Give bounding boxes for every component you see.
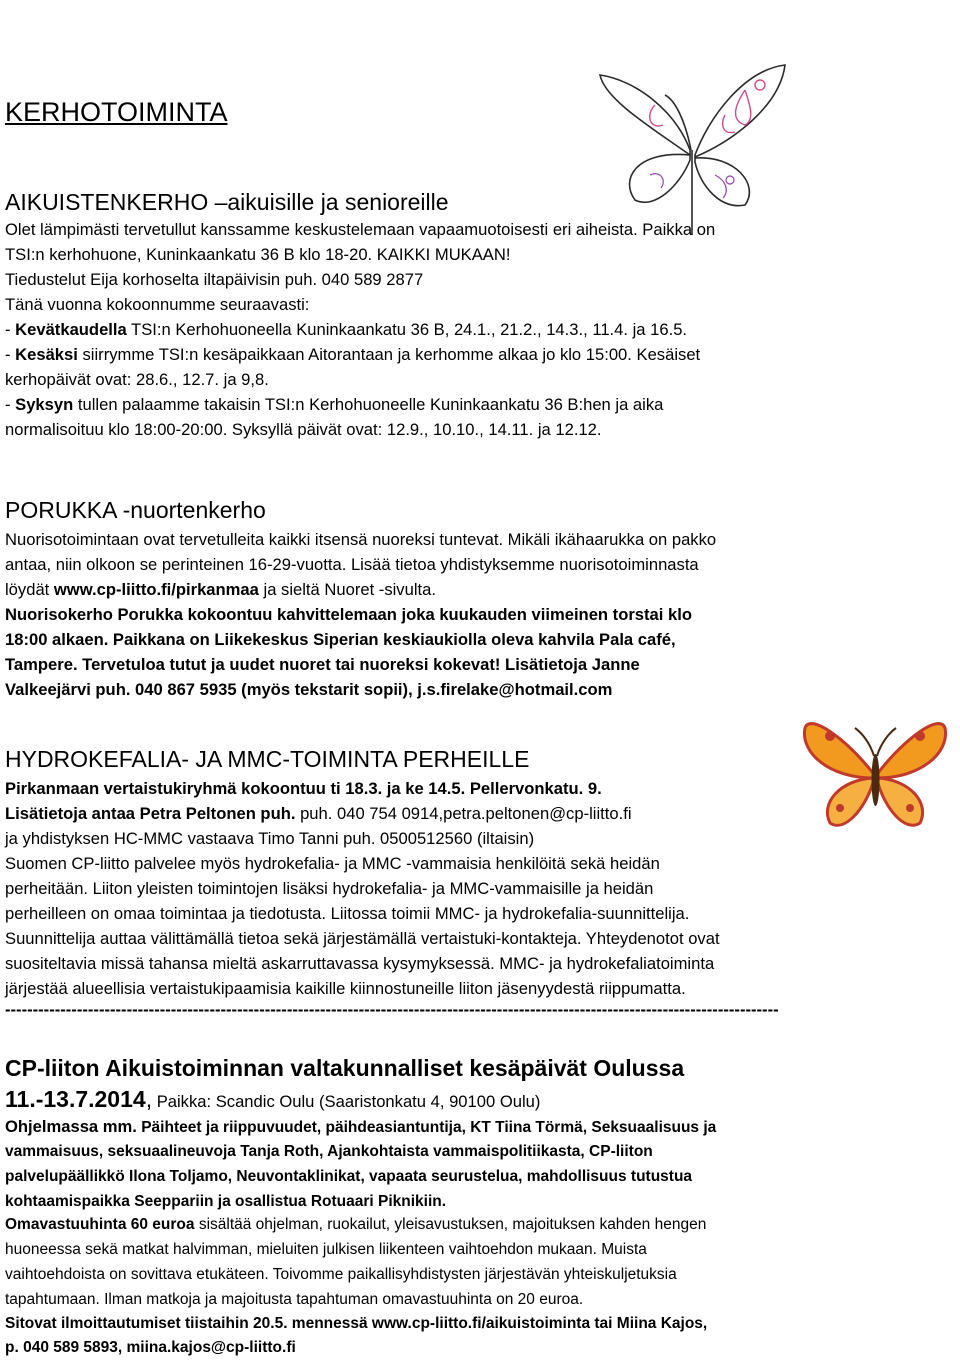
hydro-line: Suunnittelija auttaa välittämällä tietoa sekä järjestämällä vertaistuki-kontakteja. Yhteydenotot ovat [5, 929, 720, 948]
registration-line: Sitovat ilmoittautumiset tiistaihin 20.5. mennessä www.cp-liitto.fi/aikuistoiminta tai Miina Kajos, [5, 1315, 708, 1332]
porukka-bold-line: Tampere. Tervetuloa tutut ja uudet nuoret tai nuoreksi kokevat! Lisätietoja Janne [5, 655, 640, 674]
price-line: tapahtumaan. Ilman matkoja ja majoitusta tapahtuman omavastuuhinta on 20 euroa. [5, 1291, 584, 1308]
porukka-bold-line: Valkeejärvi puh. 040 867 5935 (myös tekstarit sopii), j.s.firelake@hotmail.com [5, 680, 613, 699]
aikuisten-heading: AIKUISTENKERHO –aikuisille ja senioreille [5, 189, 449, 215]
porukka-bold-line: Nuorisokerho Porukka kokoontuu kahvittelemaan joka kuukauden viimeinen torstai klo [5, 605, 692, 624]
butterfly-orange-illustration [800, 708, 950, 838]
spring-schedule: - Kevätkaudella TSI:n Kerhohuoneella Kuninkaankatu 36 B, 24.1., 21.2., 14.3., 11.4. ja 16.5. [5, 320, 688, 339]
hydro-line: järjestää alueellisia vertaistukipaamisia kaikille kiinnostuneille liiton jäsenyydestä riippumatta. [5, 979, 686, 998]
aikuisten-line: Olet lämpimästi tervetullut kanssamme keskustelemaan vapaamuotoisesti eri aiheista. Paikka on [5, 220, 716, 239]
program-line: palvelupäällikkö Ilona Toljamo, Neuvontaklinikat, vapaata seurustelua, mahdollisuus tutustua [5, 1168, 693, 1185]
registration-contact: p. 040 589 5893, miina.kajos@cp-liitto.fi [5, 1339, 296, 1356]
hydro-line: Suomen CP-liitto palvelee myös hydrokefalia- ja MMC -vammaisia henkilöitä sekä heidän [5, 854, 660, 873]
program-line: kohtaamispaikka Seeppariin ja osallistua Rotuaari Piknikiin. [5, 1193, 447, 1210]
page-title: KERHOTOIMINTA [5, 97, 228, 127]
porukka-line: antaa, niin olkoon se perinteinen 16-29-vuotta. Lisää tietoa yhdistyksemme nuorisotoiminnasta [5, 555, 699, 574]
porukka-line: löydät www.cp-liitto.fi/pirkanmaa ja sieltä Nuoret -sivulta. [5, 580, 436, 599]
hydro-meeting: Pirkanmaan vertaistukiryhmä kokoontuu ti 18.3. ja ke 14.5. Pellervonkatu. 9. [5, 779, 602, 798]
porukka-bold-line: 18:00 alkaen. Paikkana on Liikekeskus Siperian keskiaukiolla oleva kahvila Pala café, [5, 630, 676, 649]
price-line: vaihtoehdoista on sovittava etukäteen. Toivomme paikallisyhdistysten järjestävän yhteiskuljetuksia [5, 1266, 677, 1283]
program-line: vammaisuus, seksuaalineuvoja Tanja Roth, Ajankohtaista vammaispolitiikasta, CP-liiton [5, 1143, 653, 1160]
aikuisten-line: TSI:n kerhohuone, Kuninkaankatu 36 B klo 18-20. KAIKKI MUKAAN! [5, 245, 511, 264]
butterfly-outline-illustration [595, 60, 795, 240]
autumn-schedule: - Syksyn tullen palaamme takaisin TSI:n Kerhohuoneelle Kuninkaankatu 36 B:hen ja aika [5, 395, 664, 414]
aikuisten-line: Tiedustelut Eija korhoselta iltapäivisin puh. 040 589 2877 [5, 270, 424, 289]
porukka-line: Nuorisotoimintaan ovat tervetulleita kaikki itsensä nuoreksi tuntevat. Mikäli ikähaarukka on pakko [5, 530, 717, 549]
program-line: Ohjelmassa mm. Päihteet ja riippuvuudet, päihdeasiantuntija, KT Tiina Törmä, Seksuaalisuus ja [5, 1117, 717, 1136]
kesapaivat-date-place: 11.-13.7.2014, Paikka: Scandic Oulu (Saaristonkatu 4, 90100 Oulu) [5, 1086, 541, 1112]
hydro-contact: Lisätietoja antaa Petra Peltonen puh. puh. 040 754 0914,petra.peltonen@cp-liitto.fi [5, 804, 632, 823]
hydro-line: suositeltavia missä tahansa mieltä askarruttavassa kysymyksessä. MMC- ja hydrokefaliatoiminta [5, 954, 715, 973]
porukka-heading: PORUKKA -nuortenkerho [5, 497, 266, 523]
section-divider: -------------------------------------------------------------------------------------------------------------------------------------------- [5, 1001, 779, 1019]
price-line: Omavastuuhinta 60 euroa sisältää ohjelman, ruokailut, yleisavustuksen, majoituksen kahden hengen [5, 1216, 707, 1233]
porukka-link[interactable]: www.cp-liitto.fi/pirkanmaa [53, 580, 259, 599]
autumn-dates: normalisoituu klo 18:00-20:00. Syksyllä päivät ovat: 12.9., 10.10., 14.11. ja 12.12. [5, 420, 602, 439]
hydro-heading: HYDROKEFALIA- JA MMC-TOIMINTA PERHEILLE [5, 746, 530, 772]
summer-dates: kerhopäivät ovat: 28.6., 12.7. ja 9,8. [5, 370, 269, 389]
hydro-line: perheilleen on omaa toimintaa ja tiedotusta. Liitossa toimii MMC- ja hydrokefalia-suunnittelija. [5, 904, 690, 923]
summer-schedule: - Kesäksi siirrymme TSI:n kesäpaikkaan Aitorantaan ja kerhomme alkaa jo klo 15:00. Kesäiset [5, 345, 701, 364]
price-line: huoneessa sekä matkat halvimman, mieluiten julkisen liikenteen vaihtoehdon mukaan. Muista [5, 1241, 647, 1258]
kesapaivat-heading: CP-liiton Aikuistoiminnan valtakunnalliset kesäpäivät Oulussa [5, 1055, 685, 1081]
aikuisten-line: Tänä vuonna kokoonnumme seuraavasti: [5, 295, 310, 314]
hydro-line: ja yhdistyksen HC-MMC vastaava Timo Tanni puh. 0500512560 (iltaisin) [5, 829, 535, 848]
hydro-line: perheitään. Liiton yleisten toimintojen lisäksi hydrokefalia- ja MMC-vammaisille ja heidän [5, 879, 654, 898]
